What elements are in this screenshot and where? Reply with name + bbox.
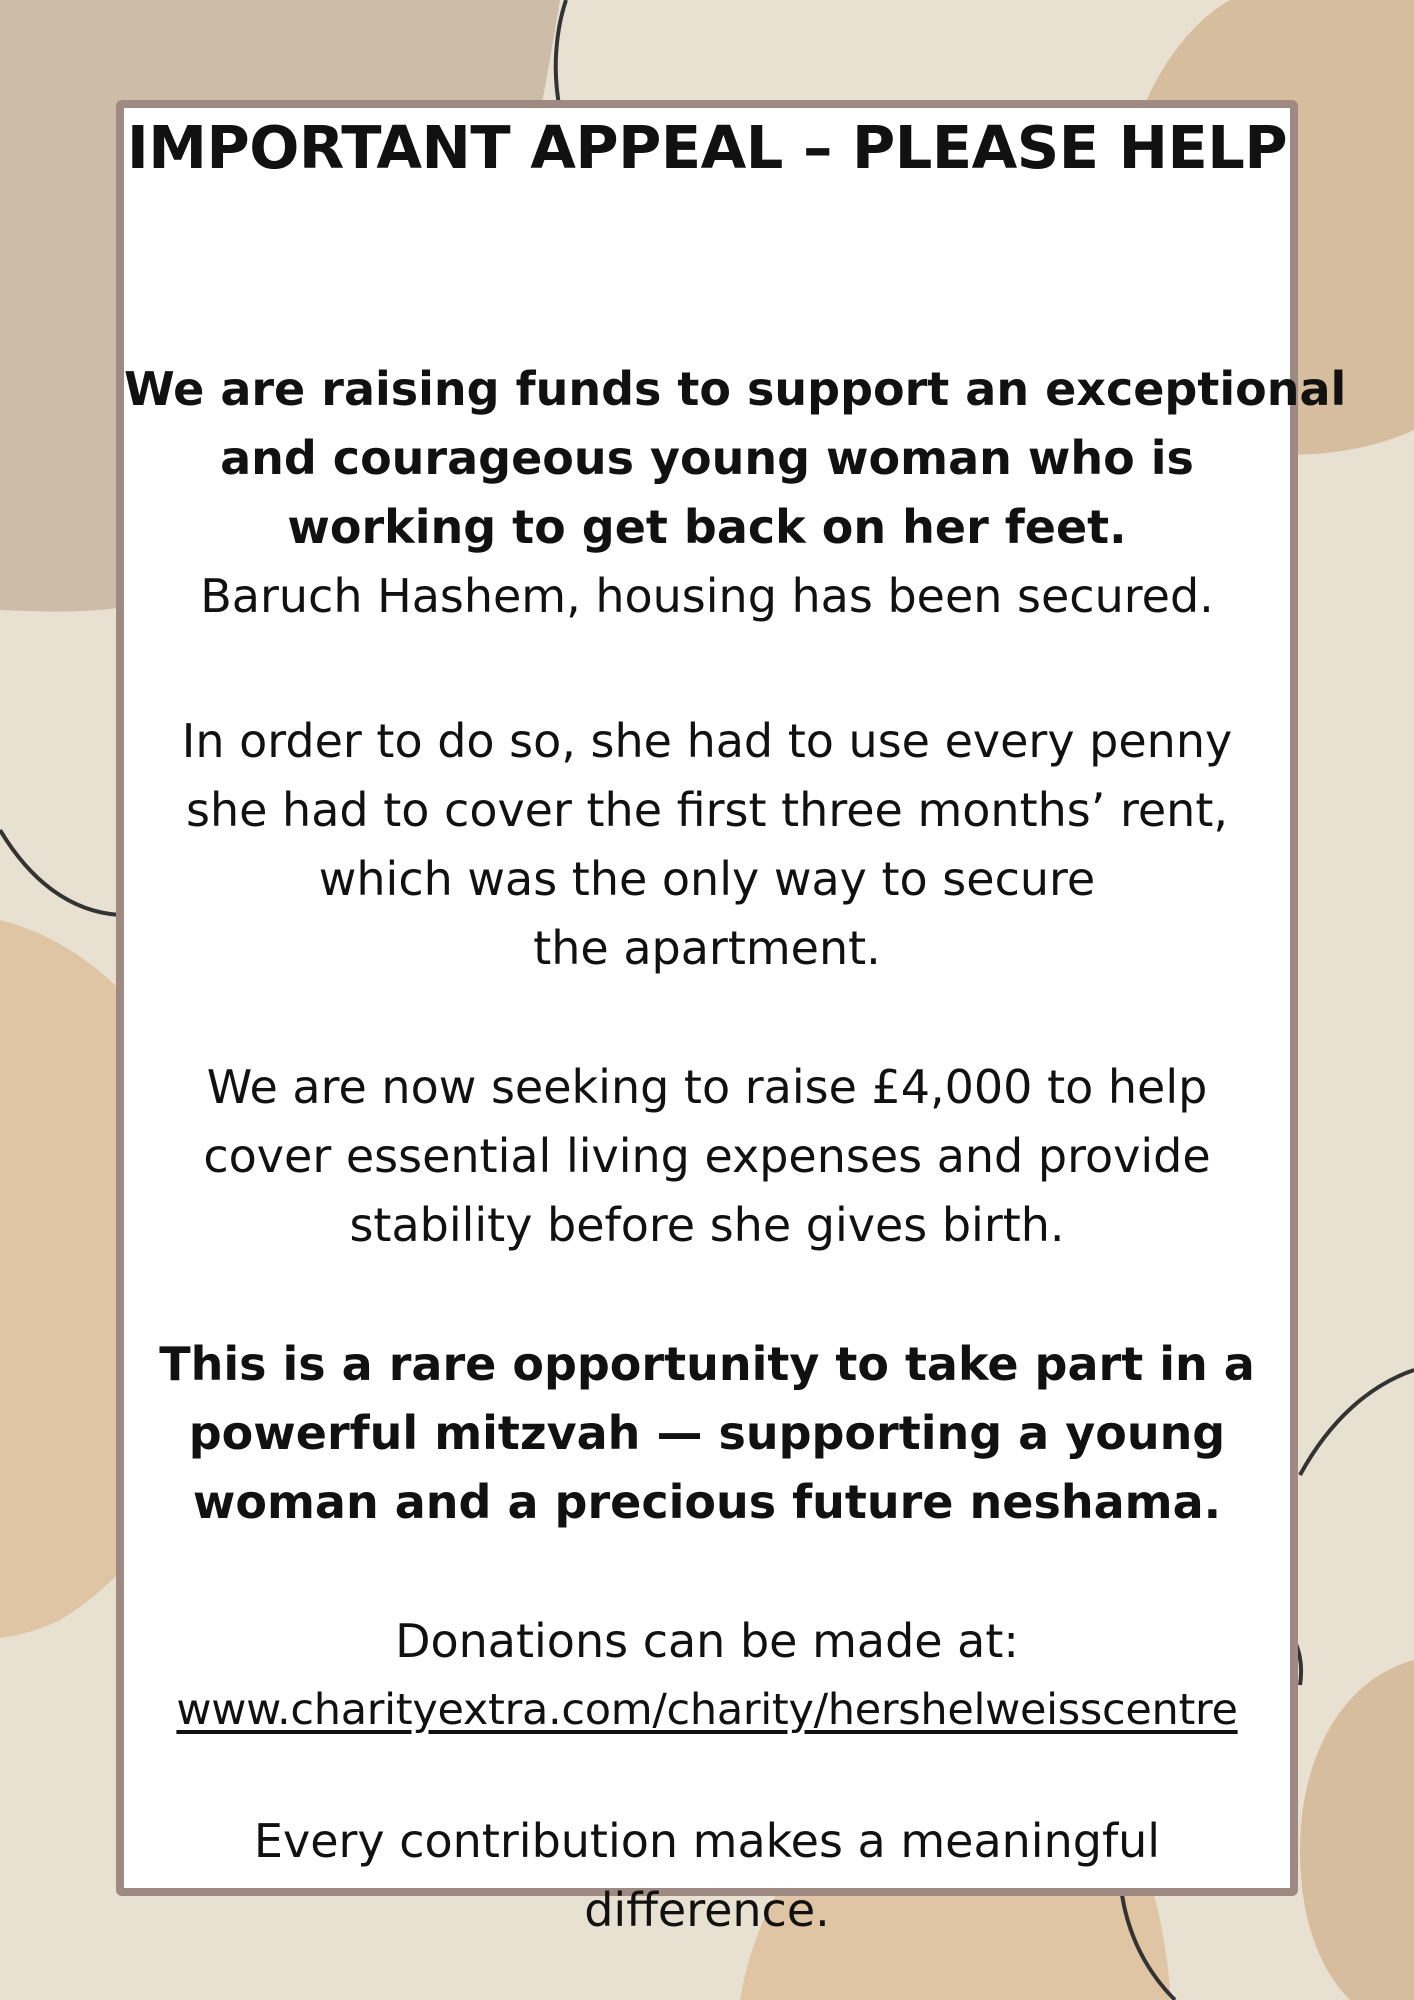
donation-link[interactable]: www.charityextra.com/charity/hershelweisscentre: [176, 1685, 1238, 1735]
closing-line: difference.: [584, 1883, 830, 1937]
goal-line: We are now seeking to raise £4,000 to help: [206, 1060, 1208, 1114]
mitzvah-line: This is a rare opportunity to take part in a: [159, 1337, 1255, 1391]
donations-section: [124, 1607, 1290, 1745]
goal-paragraph: [124, 1053, 1290, 1260]
intro-bold-paragraph: [124, 355, 1347, 562]
goal-line: cover essential living expenses and provide: [203, 1129, 1211, 1183]
mitzvah-paragraph: [124, 1330, 1290, 1537]
rent-line: which was the only way to secure: [318, 852, 1096, 906]
appeal-card: [116, 100, 1347, 1937]
intro-bold-line: working to get back on her feet.: [287, 500, 1127, 554]
closing-paragraph: [124, 1807, 1290, 1945]
rent-line: the apartment.: [533, 921, 881, 975]
rent-line: In order to do so, she had to use every penny: [181, 714, 1233, 768]
intro-bold-line: and courageous young woman who is: [220, 431, 1194, 485]
intro-bold-line: We are raising funds to support an exceptional: [124, 362, 1347, 416]
rent-paragraph: [124, 707, 1290, 983]
rent-line: she had to cover the first three months’ rent,: [186, 783, 1228, 837]
mitzvah-line: woman and a precious future neshama.: [192, 1475, 1222, 1529]
appeal-title: IMPORTANT APPEAL – PLEASE HELP: [126, 113, 1288, 182]
mitzvah-line: powerful mitzvah — supporting a young: [188, 1406, 1226, 1460]
housing-secured-line: Baruch Hashem, housing has been secured.: [200, 569, 1214, 623]
donations-label: Donations can be made at:: [395, 1614, 1019, 1668]
goal-line: stability before she gives birth.: [349, 1198, 1065, 1252]
closing-line: Every contribution makes a meaningful: [253, 1814, 1161, 1868]
housing-secured-text: [124, 562, 1290, 631]
